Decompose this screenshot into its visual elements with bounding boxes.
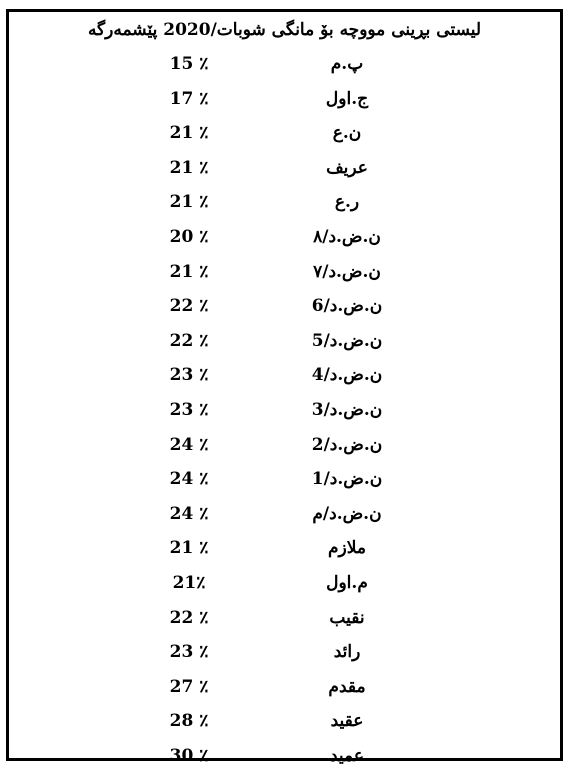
percent-value: 22 ٪ (169, 607, 209, 628)
document-frame (6, 9, 563, 766)
percent-value: 21 ٪ (169, 192, 209, 213)
rank-label: پ.م (330, 54, 364, 74)
percent-value: 15 ٪ (169, 54, 209, 74)
rank-label: ر.ع (334, 192, 360, 213)
percent-value: 17 ٪ (169, 88, 209, 109)
percent-value: 23 ٪ (169, 365, 209, 386)
list-row (9, 331, 560, 366)
percent-value: 30 ٪ (169, 745, 209, 766)
percent-value: 23 ٪ (169, 399, 209, 420)
list-row (9, 54, 560, 89)
percent-value: 22 ٪ (169, 296, 209, 317)
document-title: لیستی بڕینی مووچە بۆ مانگی شوبات/2020 پێشمەرگە (87, 20, 482, 40)
rank-label: رائد (333, 642, 361, 663)
list-row (9, 400, 560, 435)
rank-label: ملازم (328, 538, 366, 559)
rank-label: ن.ض.د/3 (311, 399, 383, 420)
rank-label: ن.ض.د/4 (311, 365, 383, 386)
list-row (9, 642, 560, 677)
percent-value: 21 ٪ (169, 157, 209, 178)
list-row (9, 158, 560, 193)
percent-value: 28 ٪ (169, 711, 209, 732)
rank-label: عريف (326, 157, 368, 178)
rank-label: ن.ض.د/6 (311, 296, 383, 317)
percent-value: 22 ٪ (169, 330, 209, 351)
rank-label: ن.ض.د/م (312, 503, 382, 524)
percent-value: 21 ٪ (169, 538, 209, 559)
rank-label: ن.ض.د/2 (311, 434, 383, 455)
list-row (9, 677, 560, 712)
percent-value: 21٪ (172, 572, 206, 593)
rank-label: ن.ض.د/5 (311, 330, 383, 351)
percent-value: 23 ٪ (169, 642, 209, 663)
list-row (9, 711, 560, 746)
rank-label: ج.اول (325, 88, 369, 109)
percent-value: 21 ٪ (169, 261, 209, 282)
list-row (9, 365, 560, 400)
list-row (9, 469, 560, 504)
list-row (9, 227, 560, 262)
list-row (9, 608, 560, 643)
list-row (9, 192, 560, 227)
list-row (9, 504, 560, 539)
rank-label: م.اول (326, 572, 368, 593)
list-row (9, 262, 560, 297)
percent-value: 24 ٪ (169, 503, 209, 524)
list-row (9, 296, 560, 331)
list-row (9, 746, 560, 780)
list-row (9, 89, 560, 124)
list-row (9, 435, 560, 470)
percent-value: 27 ٪ (169, 676, 209, 697)
rank-label: ن.ض.د/1 (311, 469, 383, 490)
rank-label: عميد (329, 745, 365, 766)
percent-value: 24 ٪ (169, 434, 209, 455)
rank-label: عقيد (330, 711, 364, 732)
percent-value: 21 ٪ (169, 123, 209, 144)
list-row (9, 573, 560, 608)
rank-label: ن.ع (332, 123, 362, 144)
list-row (9, 123, 560, 158)
list-row (9, 538, 560, 573)
rank-label: نقيب (329, 607, 365, 628)
rank-percent-list (9, 54, 560, 780)
percent-value: 24 ٪ (169, 469, 209, 490)
percent-value: 20 ٪ (169, 226, 209, 247)
rank-label: ن.ض.د/٨ (313, 226, 381, 247)
rank-label: مقدم (328, 676, 366, 697)
rank-label: ن.ض.د/٧ (313, 261, 381, 282)
